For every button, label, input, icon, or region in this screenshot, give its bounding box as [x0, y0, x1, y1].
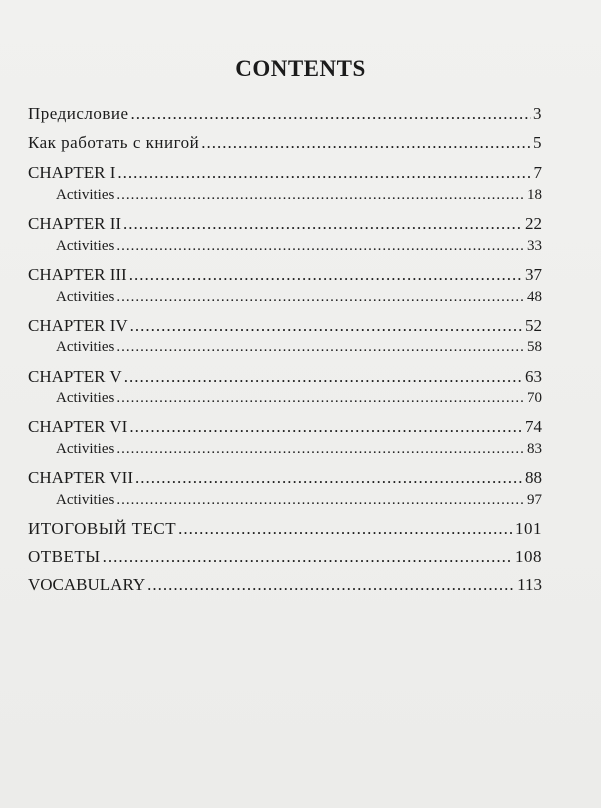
- toc-entry-activities-5: [28, 390, 542, 407]
- dot-leader: [116, 187, 525, 204]
- dot-leader: [116, 339, 525, 356]
- toc-entry-label: CHAPTER I: [28, 163, 116, 182]
- toc-entry-label: CHAPTER II: [28, 214, 122, 233]
- toc-entry-activities-4: [28, 339, 542, 356]
- toc-entry-page: 83: [527, 441, 542, 457]
- toc-entry-page: 70: [527, 390, 542, 406]
- page-title: CONTENTS: [235, 56, 366, 81]
- toc-entry-page: 3: [533, 104, 542, 123]
- dot-leader: [135, 468, 523, 488]
- toc-entry-page: 48: [527, 289, 542, 305]
- toc-entry-label: Activities: [56, 390, 115, 406]
- toc-entry-activities-2: [28, 238, 542, 255]
- toc-entry-label: ИТОГОВЫЙ ТЕСТ: [28, 519, 177, 538]
- toc-entry-activities-3: [28, 289, 542, 306]
- toc-entry-activities-7: [28, 492, 542, 509]
- toc-entry-label: CHAPTER V: [28, 367, 122, 386]
- dot-leader: [116, 238, 525, 255]
- dot-leader: [130, 316, 523, 336]
- toc-entry-page: 37: [525, 265, 542, 284]
- dot-leader: [129, 265, 523, 285]
- toc-entry-label: Activities: [56, 441, 115, 457]
- toc-entry-page: 63: [525, 367, 542, 386]
- toc-entry-label: Предисловие: [28, 104, 129, 123]
- toc-entry-final-test: [28, 519, 542, 539]
- dot-leader: [117, 163, 531, 183]
- toc-entry-page: 7: [533, 163, 542, 182]
- toc-entry-page: 101: [515, 519, 542, 538]
- toc-entry-how-to-use: [28, 133, 542, 153]
- toc-entry-label: CHAPTER III: [28, 265, 127, 284]
- toc-entry-label: CHAPTER VII: [28, 468, 133, 487]
- dot-leader: [116, 441, 525, 458]
- toc-entry-chapter-7: [28, 468, 542, 488]
- toc-entry-page: 58: [527, 339, 542, 355]
- dot-leader: [178, 519, 513, 539]
- toc-entry-chapter-1: [28, 163, 542, 183]
- dot-leader: [116, 289, 525, 306]
- toc-entry-label: CHAPTER IV: [28, 316, 128, 335]
- toc-entry-label: Как работать с книгой: [28, 133, 200, 152]
- toc-entry-activities-6: [28, 441, 542, 458]
- toc-entry-page: 97: [527, 492, 542, 508]
- toc-entry-chapter-2: [28, 214, 542, 234]
- toc-entry-page: 22: [525, 214, 542, 233]
- toc-entry-label: CHAPTER VI: [28, 417, 128, 436]
- toc-entry-page: 33: [527, 238, 542, 254]
- toc-entry-page: 5: [533, 133, 542, 152]
- toc-entry-chapter-5: [28, 367, 542, 387]
- toc-entry-chapter-6: [28, 417, 542, 437]
- dot-leader: [116, 390, 525, 407]
- dot-leader: [131, 104, 531, 124]
- toc-entry-page: 108: [515, 547, 542, 566]
- dot-leader: [116, 492, 525, 509]
- toc-entry-label: Activities: [56, 238, 115, 254]
- toc-entry-label: Activities: [56, 492, 115, 508]
- toc-entry-answers: [28, 547, 542, 567]
- toc-entry-label: Activities: [56, 187, 115, 203]
- dot-leader: [124, 367, 523, 387]
- dot-leader: [129, 417, 523, 437]
- toc-entry-vocabulary: [28, 575, 542, 595]
- toc-entry-page: 18: [527, 187, 542, 203]
- dot-leader: [147, 575, 515, 595]
- dot-leader: [201, 133, 531, 153]
- toc-entry-page: 88: [525, 468, 542, 487]
- toc-entry-page: 113: [517, 575, 542, 594]
- dot-leader: [103, 547, 513, 567]
- toc-entry-page: 74: [525, 417, 542, 436]
- toc-entry-preface: [28, 104, 542, 124]
- toc-entry-label: ОТВЕТЫ: [28, 547, 101, 566]
- toc-entry-label: VOCABULARY: [28, 575, 146, 594]
- toc-entry-chapter-3: [28, 265, 542, 285]
- toc-entry-label: Activities: [56, 339, 115, 355]
- toc-entry-label: Activities: [56, 289, 115, 305]
- toc-entry-chapter-4: [28, 316, 542, 336]
- toc-entry-activities-1: [28, 187, 542, 204]
- toc-entry-page: 52: [525, 316, 542, 335]
- dot-leader: [123, 214, 523, 234]
